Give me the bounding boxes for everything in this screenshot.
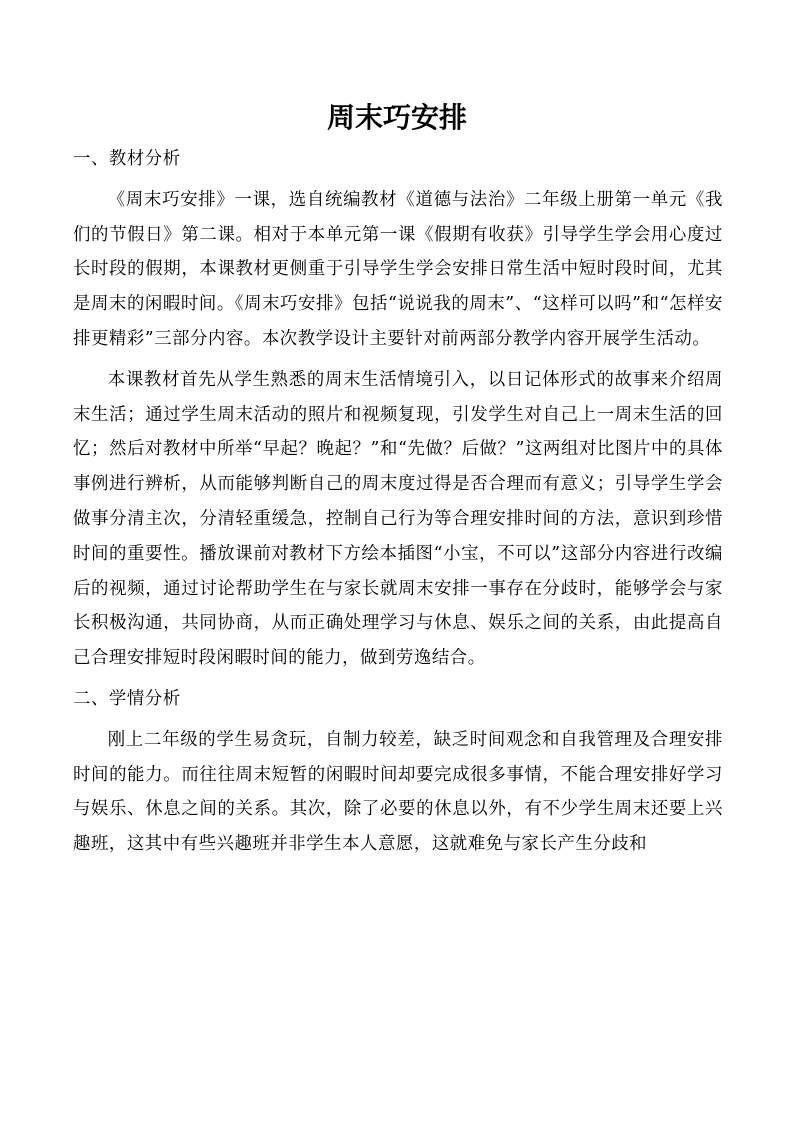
section-heading: 一、教材分析 — [73, 149, 181, 169]
paragraph: 本课教材首先从学生熟悉的周末生活情境引入，以日记体形式的故事来介绍周末生活；通过学生周末活动的照片和视频复现，引发学生对自己上一周末生活的回忆；然后对教材中所举“早起？晚起？”和“先做？后做？”这两组对比图片中的具体事例进行辨析，从而能够判断自己的周末度过得是否合理而有意义；引导学生学会做事分清主次，分清轻重缓急，控制自己行为等合理安排时间的方法，意识到珍惜时间的重要性。播放课前对教材下方绘本插图“小宝，不可以”这部分内容进行改编后的视频，通过讨论帮助学生在与家长就周末安排一事存在分歧时，能够学会与家长积极沟通，共同协商，从而正确处理学习与休息、娱乐之间的关系，由此提高自己合理安排短时段闲暇时间的能力，做到劳逸结合。 — [73, 369, 723, 669]
section-heading: 二、学情分析 — [73, 688, 181, 709]
document-title: 周末巧安排 — [326, 101, 467, 134]
paragraph: 刚上二年级的学生易贪玩，自制力较差，缺乏时间观念和自我管理及合理安排时间的能力。而往往周末短暂的闲暇时间却要完成很多事情，不能合理安排好学习与娱乐、休息之间的关系。其次，除了必要的休息以外，有不少学生周末还要上兴趣班，这其中有些兴趣班并非学生本人意愿，这就难免与家长产生分歧和 — [73, 729, 723, 855]
paragraph: 《周末巧安排》一课，选自统编教材《道德与法治》二年级上册第一单元《我们的节假日》第二课。相对于本单元第一课《假期有收获》引导学生学会用心度过长时段的假期，本课教材更侧重于引导学生学会安排日常生活中短时段时间，尤其是周末的闲暇时间。《周末巧安排》包括“说说我的周末”、“这样可以吗”和“怎样安排更精彩”三部分内容。本次教学设计主要针对前两部分教学内容开展学生活动。 — [73, 189, 723, 349]
document-body — [73, 142, 723, 868]
section-textbook-analysis — [73, 142, 723, 676]
section-student-analysis — [73, 682, 723, 862]
